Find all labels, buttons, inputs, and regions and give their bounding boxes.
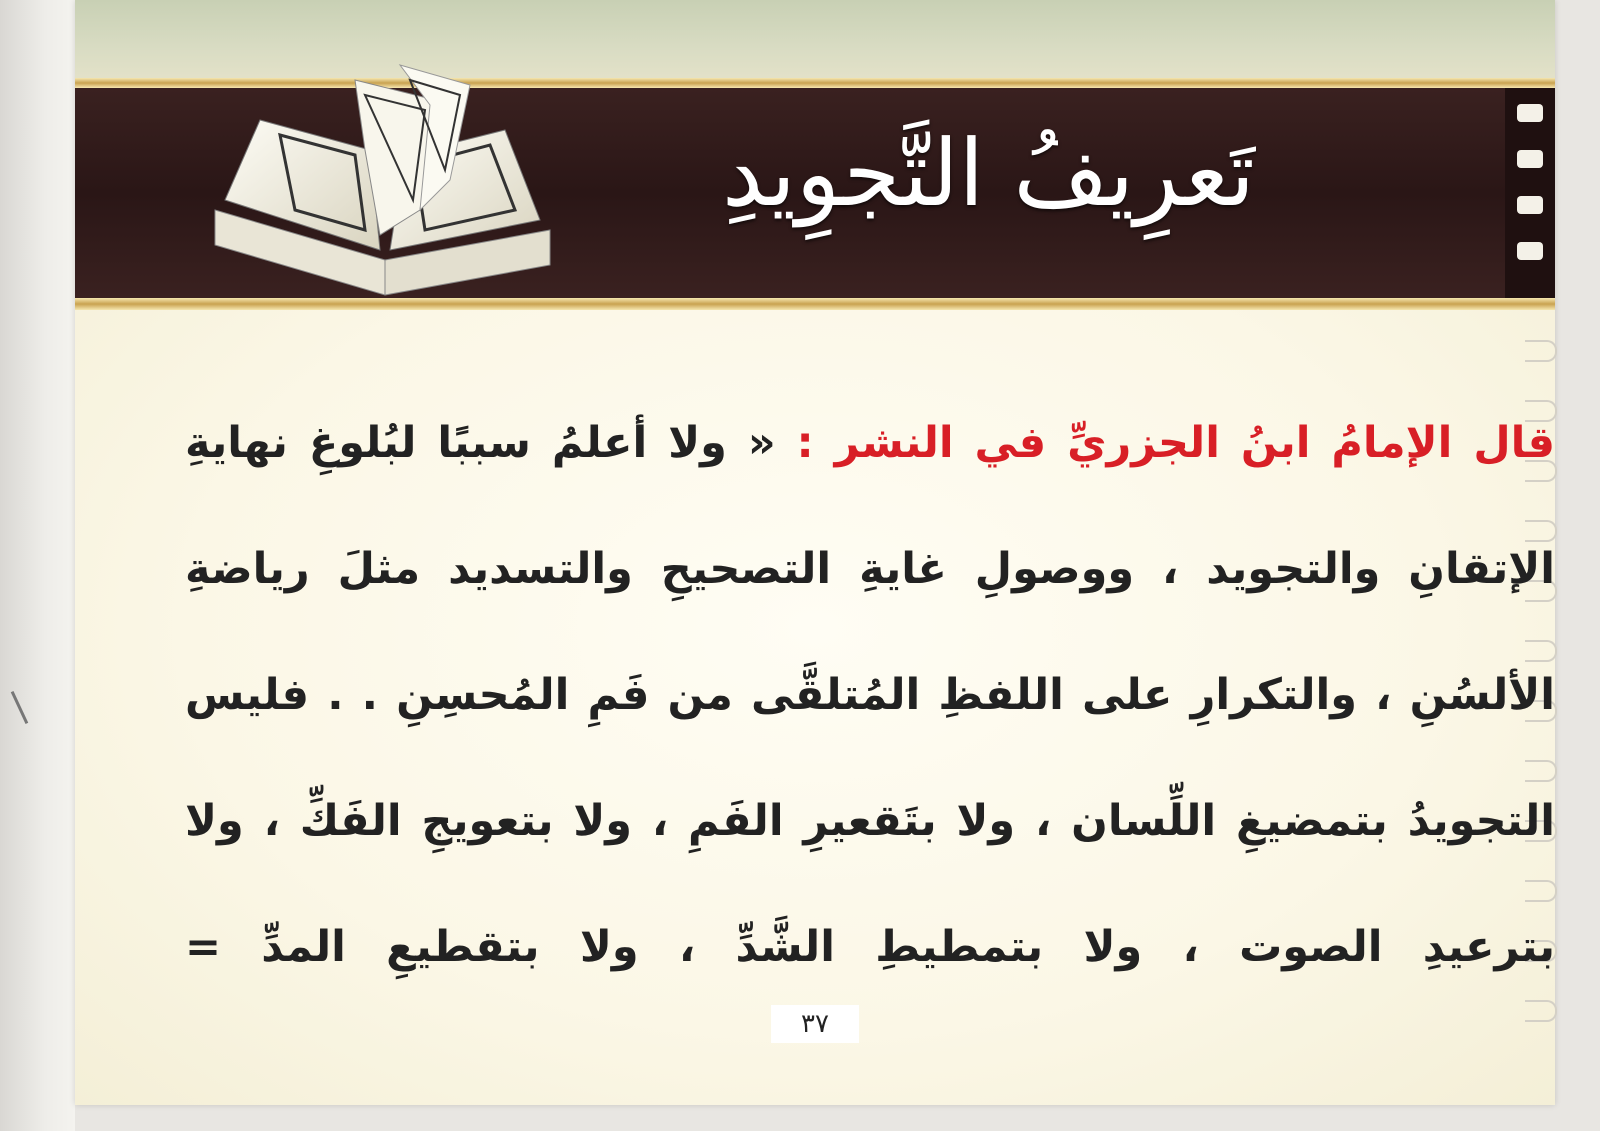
quote-text: « ولا أعلمُ سببًا لبُلوغِ نهايةِ الإتقانِ والتجويد ، ووصولِ غايةِ التصحيحِ والتسديد مثلَ رياضةِ الألسُنِ ، والتكرارِ على اللفظِ المُتلقَّى من فَمِ المُحسِنِ . . فليس التجويدُ بتمضيغِ اللِّسان ، ولا بتَقعيرِ الفَمِ ، ولا بتعويجِ الفَكِّ ، ولا بترعيدِ الصوت ، ولا بتمطيطِ الشَّدِّ ، ولا بتقطيعِ المدِّ = (185, 418, 1555, 972)
book-page (75, 0, 1555, 1105)
page-number: ٣٧ (771, 1005, 859, 1043)
film-hole (1517, 242, 1543, 260)
quote-attribution: قال الإمامُ ابنُ الجزريِّ في النشر : (796, 418, 1555, 468)
film-hole (1517, 150, 1543, 168)
binding-ring (1525, 340, 1557, 362)
page-title: تَعرِيفُ التَّجوِيدِ (722, 120, 1255, 227)
film-strip-decoration (1505, 88, 1555, 298)
film-hole (1517, 104, 1543, 122)
scan-margin (0, 0, 75, 1131)
quote-paragraph (185, 380, 1555, 1010)
film-hole (1517, 196, 1543, 214)
open-book-icon (205, 60, 565, 310)
